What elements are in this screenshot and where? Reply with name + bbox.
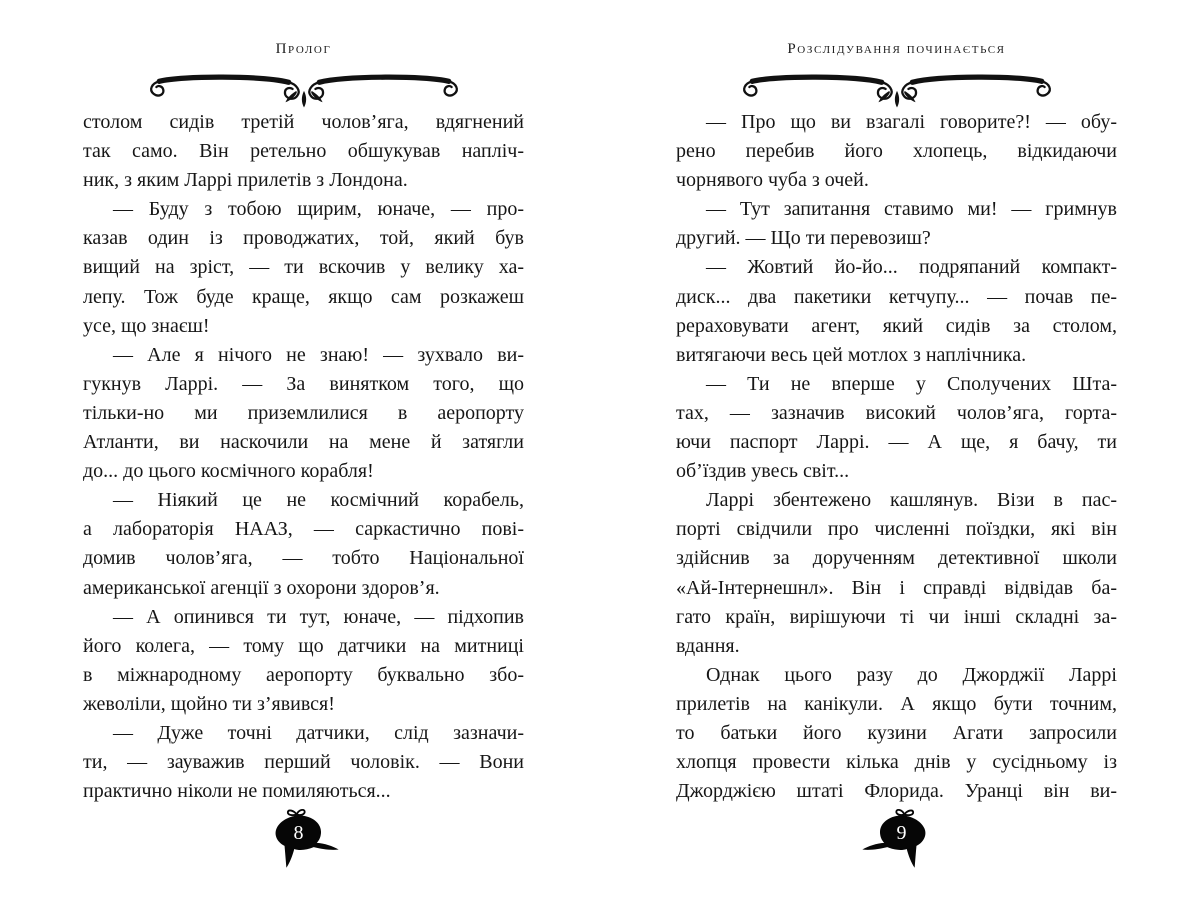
paragraph: [83, 719, 524, 806]
text-line: — Жовтий йо-йо... подряпаний компакт-: [706, 256, 1117, 279]
text-line: тільки-но ми приземлилися в аеропорту: [83, 401, 524, 424]
text-line: до... до цього космічного корабля!: [83, 460, 374, 483]
text-line: ник, з яким Ларрі прилетів з Лондона.: [83, 169, 408, 192]
page-right: [676, 40, 1117, 900]
text-line: тах, — зазначив високий чолов’яга, горта-: [676, 401, 1117, 424]
text-line: Ларрі збентежено кашлянув. Візи в пас-: [706, 489, 1117, 512]
text-line: другий. — Що ти перевозиш?: [676, 227, 931, 250]
page-footer: [265, 807, 343, 869]
paragraph: [83, 108, 524, 195]
text-line: так само. Він ретельно обшукував напліч-: [83, 140, 524, 163]
paragraph: [676, 661, 1117, 806]
text-line: гато країн, вирішуючи ті чи інші складні за-: [676, 605, 1117, 628]
text-line: домив чолов’яга, — тобто Національної: [83, 547, 524, 570]
text-line: — Ти не вперше у Сполучених Шта-: [706, 372, 1117, 395]
text-line: в міжнародному аеропорту буквально збо-: [83, 663, 524, 686]
text-line: його колега, — тому що датчики на митниці: [83, 634, 524, 657]
text-line: — Про що ви взагалі говорите?! — обу-: [706, 111, 1117, 133]
flourish-divider-icon: [734, 68, 1060, 108]
text-line: ти, — зауважив перший чоловік. — Вони: [83, 751, 524, 774]
text-line: Однак цього разу до Джорджії Ларрі: [706, 663, 1117, 686]
text-line: прилетів на канікули. А якщо бути точним,: [676, 692, 1117, 715]
page-number: 8: [293, 822, 304, 845]
text-line: — Ніякий це не космічний корабель,: [113, 489, 524, 512]
text-line: Атланти, ви наскочили на мене й затягли: [83, 431, 524, 454]
page-footer: [858, 807, 936, 869]
text-line: лепу. Тож буде краще, якщо сам розкажеш: [83, 285, 524, 308]
paragraph: [676, 370, 1117, 486]
text-line: гукнув Ларрі. — За винятком того, що: [83, 372, 524, 395]
text-line: жеволіли, щойно ти з’явився!: [83, 692, 335, 715]
text-line: столом сидів третій чолов’яга, вдягнений: [83, 111, 524, 133]
page-left: [83, 40, 524, 900]
paragraph: [83, 341, 524, 486]
text-line: рено перебив його хлопець, відкидаючи: [676, 140, 1117, 163]
text-line: ючи паспорт Ларрі. — А ще, я бачу, ти: [676, 431, 1117, 454]
paragraph: [83, 195, 524, 340]
paragraph: [676, 253, 1117, 369]
paragraph: [676, 108, 1117, 195]
paragraph: [676, 195, 1117, 253]
text-line: диск... два пакетики кетчупу... — почав пе-: [676, 285, 1117, 308]
text-line: практично ніколи не помиляються...: [83, 780, 391, 803]
page-number: 9: [896, 822, 907, 845]
text-line: вищий на зріст, — ти вскочив у велику ха-: [83, 256, 524, 279]
text-line: казав один із проводжатих, той, який був: [83, 227, 524, 250]
text-line: — Дуже точні датчики, слід зазначи-: [113, 721, 524, 744]
page-text-body: [676, 108, 1117, 806]
text-line: американської агенції з охорони здоров’я.: [83, 576, 440, 599]
chapter-header: Розслідування починається: [787, 41, 1006, 57]
text-line: — Тут запитання ставимо ми! — гримнув: [706, 198, 1117, 221]
text-line: порті свідчили про численні поїздки, які він: [676, 518, 1117, 541]
text-line: — А опинився ти тут, юначе, — підхопив: [113, 605, 524, 628]
paragraph: [83, 486, 524, 602]
text-line: «Ай-Інтернешнл». Він і справді відвідав ба-: [676, 576, 1117, 599]
text-line: здійснив за дорученням детективної школи: [676, 547, 1117, 570]
text-line: то батьки його кузини Агати запросили: [676, 721, 1117, 744]
text-line: усе, що знаєш!: [83, 314, 210, 337]
text-line: вдання.: [676, 634, 740, 657]
flourish-divider-icon: [141, 68, 467, 108]
text-line: об’їздив увесь світ...: [676, 460, 850, 483]
text-line: витягаючи весь цей мотлох з наплічника.: [676, 343, 1027, 366]
text-line: — Буду з тобою щирим, юначе, — про-: [113, 198, 524, 221]
text-line: — Але я нічого не знаю! — зухвало ви-: [113, 343, 524, 366]
text-line: а лабораторія НААЗ, — саркастично пові-: [83, 518, 524, 541]
paragraph: [676, 486, 1117, 661]
text-line: чорнявого чуба з очей.: [676, 169, 869, 192]
chapter-header: Пролог: [275, 41, 332, 57]
text-line: Джорджією штаті Флорида. Уранці він ви-: [676, 780, 1117, 803]
page-text-body: [83, 108, 524, 806]
paragraph: [83, 603, 524, 719]
text-line: хлопця провести кілька днів у сусідньому із: [676, 751, 1117, 774]
text-line: рераховувати агент, який сидів за столом,: [676, 314, 1117, 337]
